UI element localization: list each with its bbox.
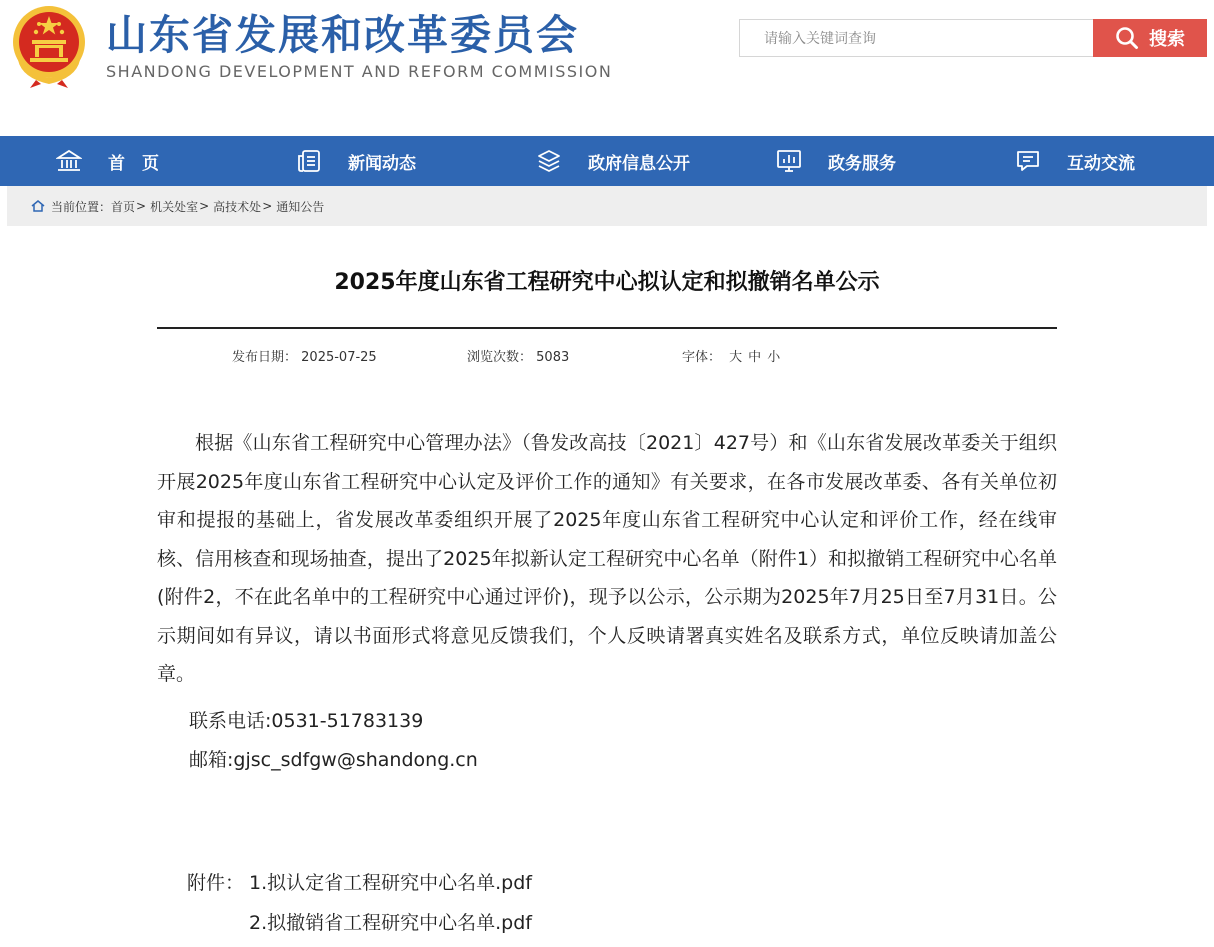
contact-email: 邮箱:gjsc_sdfgw@shandong.cn [189, 749, 478, 771]
bank-icon [55, 147, 83, 175]
national-emblem-icon [8, 2, 90, 88]
article-body [157, 424, 1057, 694]
nav-item-home[interactable] [55, 136, 159, 186]
breadcrumb-bar [7, 186, 1207, 226]
nav-item-label: 新闻动态 [348, 153, 416, 174]
nav-item-label: 互动交流 [1067, 153, 1135, 174]
breadcrumb-link-hightech[interactable]: 高技术处 [213, 199, 262, 214]
search-button[interactable] [1093, 19, 1207, 57]
views-label: 浏览次数： [467, 350, 533, 365]
nav-item-label: 政务服务 [828, 153, 896, 174]
search-input[interactable] [740, 20, 1106, 58]
layers-icon [535, 147, 563, 175]
font-size-medium[interactable]: 中 [748, 350, 762, 365]
views-value: 5083 [536, 350, 570, 365]
search-box [739, 19, 1093, 57]
chat-icon [1014, 147, 1042, 175]
font-size-control [682, 348, 786, 368]
font-label: 字体： [682, 350, 722, 365]
font-size-large[interactable]: 大 [729, 350, 743, 365]
site-subtitle: SHANDONG DEVELOPMENT AND REFORM COMMISSION [106, 62, 613, 81]
search-button-label: 搜索 [1149, 29, 1185, 50]
chart-monitor-icon [775, 147, 803, 175]
breadcrumb-link-departments[interactable]: 机关处室 [150, 199, 199, 214]
title-divider [157, 327, 1057, 329]
breadcrumb: 当前位置： 首页 > 机关处室 > 高技术处 > 通知公告 [31, 186, 324, 226]
nav-item-label: 首 页 [108, 153, 159, 174]
breadcrumb-prefix: 当前位置： [51, 199, 112, 214]
home-icon [31, 200, 45, 212]
font-size-small[interactable]: 小 [767, 350, 781, 365]
view-count [467, 348, 569, 368]
nav-item-gov-info[interactable] [535, 136, 690, 186]
attachments-label: 附件： [187, 872, 245, 894]
publish-date-value: 2025-07-25 [301, 350, 377, 365]
search-icon [1115, 26, 1139, 50]
publish-label: 发布日期： [232, 350, 298, 365]
news-icon [295, 147, 323, 175]
main-nav [0, 136, 1214, 186]
attachment-link-1[interactable]: 1.拟认定省工程研究中心名单.pdf [249, 872, 532, 894]
breadcrumb-link-notices[interactable]: 通知公告 [276, 199, 325, 214]
publish-date [232, 348, 377, 368]
breadcrumb-link-home[interactable]: 首页 [111, 199, 136, 214]
nav-item-label: 政府信息公开 [588, 153, 690, 174]
nav-item-services[interactable] [775, 136, 896, 186]
attachment-link-2[interactable]: 2.拟撤销省工程研究中心名单.pdf [249, 912, 532, 934]
nav-item-news[interactable] [295, 136, 416, 186]
nav-item-interaction[interactable] [1014, 136, 1135, 186]
article-title: 2025年度山东省工程研究中心拟认定和拟撤销名单公示 [334, 270, 880, 295]
contact-phone: 联系电话:0531-51783139 [189, 710, 424, 732]
site-title: 山东省发展和改革委员会 [106, 11, 579, 59]
body-paragraph: 根据《山东省工程研究中心管理办法》（鲁发改高技〔2021〕427号）和《山东省发展改革委关于组织开展2025年度山东省工程研究中心认定及评价工作的通知》有关要求，在各市发展改革委、各有关单位初审和提报的基础上，省发展改革委组织开展了2025年度山东省工程研究中心认定和评价工作，经在线审核、信用核查和现场抽查，提出了2025年拟新认定工程研究中心名单（附件1）和拟撤销工程研究中心名单(附件2，不在此名单中的工程研究中心通过评价)，现予以公示，公示期为2025年7月25日至7月31日。公示期间如有异议，请以书面形式将意见反馈我们，个人反映请署真实姓名及联系方式，单位反映请加盖公章。 [157, 432, 1057, 685]
site-header [0, 0, 1214, 136]
